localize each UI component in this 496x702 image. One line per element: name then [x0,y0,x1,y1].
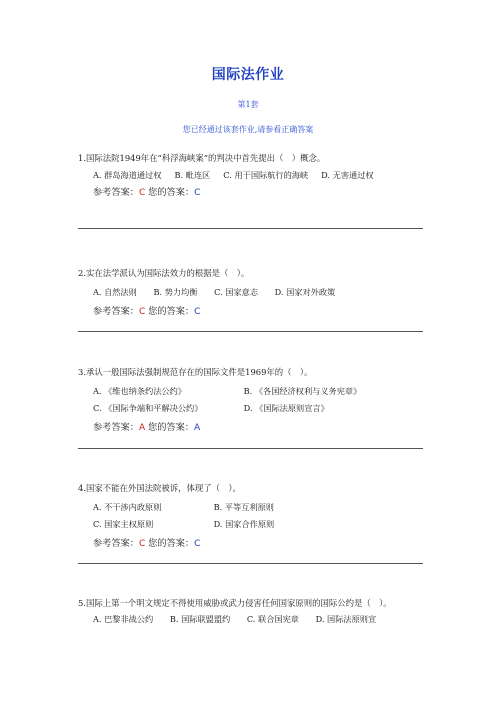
option-b: B. 毗连区 [174,170,211,180]
question-2-text: 2.实在法学派认为国际法效力的根据是（ ）。 [78,268,250,278]
option-b: B. 势力均衡 [153,287,198,297]
question-3-text: 3.承认一般国际法强制规范存在的国际文件是1969年的（ ）。 [78,367,313,377]
your-answer-label: 您的答案： [148,538,195,549]
option-c: C. 用于国际航行的海峡 [223,170,309,180]
divider [78,331,423,332]
option-a: A. 群岛海道通过权 [93,170,162,180]
your-answer-label: 您的答案： [148,422,194,433]
reference-answer-label: 参考答案： [93,306,139,317]
question-2 [78,267,422,319]
divider [78,448,423,449]
question-4-text: 4.国家不能在外国法院被诉，体现了（ ）。 [78,483,241,493]
option-c: C. 《国际争端和平解决公约》 [93,403,203,413]
reference-answer-label: 参考答案： [93,422,139,433]
option-c: C. 国家意志 [214,287,259,297]
option-a: A. 自然法则 [93,287,137,297]
your-answer-value: A [193,423,201,433]
your-answer-value: C [194,188,201,198]
question-5-text: 5.国际上第一个明文规定不得使用威胁或武力侵害任何国家原则的国际公约是（ ）。 [78,598,392,608]
option-a: A. 不干涉内政原则 [93,502,162,512]
reference-answer-value: C [138,188,146,198]
reference-answer-value: C [138,539,146,549]
reference-answer-label: 参考答案： [93,187,139,198]
your-answer-label: 您的答案： [148,306,195,317]
option-b: B. 平等互利原则 [213,502,274,512]
question-1-options [78,169,422,182]
reference-answer-value: C [138,307,146,317]
your-answer-value: C [194,307,201,317]
option-c: C. 国家主权原则 [93,519,154,529]
option-a: A. 《维也纳条约法公约》 [93,386,186,396]
divider [78,228,423,229]
question-4 [78,482,422,551]
divider [78,563,423,564]
question-3-options [78,383,422,417]
page-title: 国际法作业 [211,67,285,83]
question-4-answer [78,537,422,551]
question-2-options [78,284,422,301]
question-3 [78,366,422,435]
your-answer-value: C [194,539,201,549]
option-d: D. 国家对外政策 [274,287,336,297]
question-5-options [78,611,422,628]
option-c: C. 联合国宪章 [246,614,299,624]
completion-notice: 您已经通过该套作业,请参看正确答案 [182,125,314,134]
question-1-text: 1.国际法院1949年在“科浮海峡案”的判决中首先提出（ ）概念。 [78,153,326,163]
option-a: A. 巴黎非战公约 [93,614,154,624]
reference-answer-value: A [138,423,146,433]
option-b: B. 《各国经济权利与义务宪章》 [243,386,362,396]
question-3-answer [78,421,422,435]
option-d: D. 国家合作原则 [213,519,275,529]
option-d: D. 国际法原则宣 [315,614,377,624]
reference-answer-label: 参考答案： [93,538,139,549]
question-5 [78,597,422,628]
your-answer-label: 您的答案： [148,187,195,198]
question-4-options [78,499,422,533]
question-2-answer [78,305,422,319]
question-1 [78,152,422,200]
question-1-answer [78,186,422,200]
option-d: D. 《国际法原则宣言》 [243,403,329,413]
option-d: D. 无害通过权 [321,170,374,180]
set-label: 第1套 [237,100,259,109]
option-b: B. 国际联盟盟约 [169,614,231,624]
